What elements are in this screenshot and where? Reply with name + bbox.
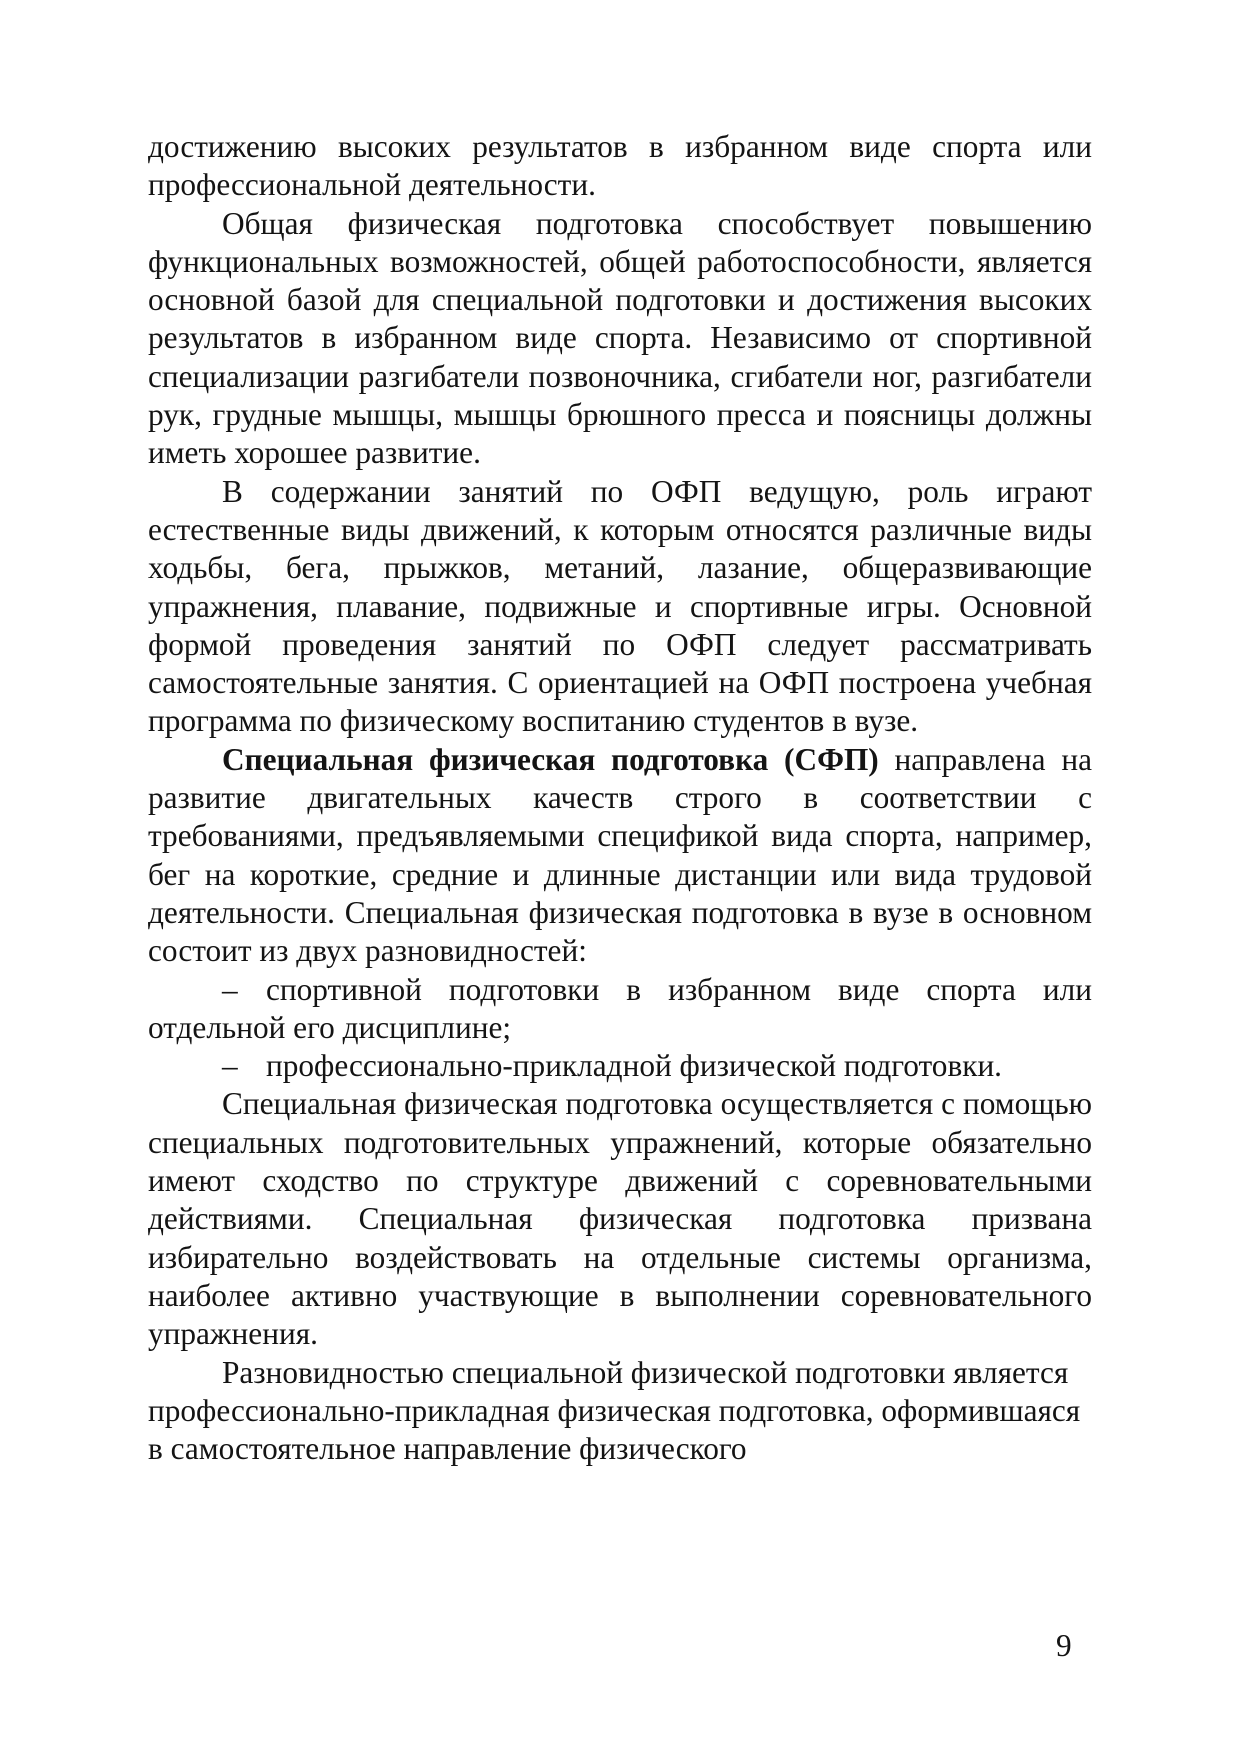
paragraph-special-training-text: направлена на развитие двигательных качеств строго в соответствии с требованиями, предъявляемыми спецификой вида спорта, например, бег на короткие, средние и длинные дистанции или вида трудовой деятельности. Специальная физическая подготовка в вузе в основном состоит из двух разновидностей: — [148, 741, 1092, 969]
page-number: 9 — [1056, 1628, 1072, 1663]
paragraph-special-exercises: Специальная физическая подготовка осуществляется с помощью специальных подготовительных упражнений, которые обязательно имеют сходство по структуре движений с соревновательными действиями. Специальная физическая подготовка призвана избирательно воздействовать на отдельные системы организма, наиболее активно участвующие в выполнении соревновательного упражнения. — [148, 1086, 1092, 1352]
dash-marker: – — [222, 971, 238, 1007]
paragraph-general-training: Общая физическая подготовка способствует повышению функциональных возможностей, общей работоспособности, является основной базой для специальной подготовки и достижения высоких результатов в избранном виде спорта. Независимо от спортивной специализации разгибатели позвоночника, сгибатели ног, разгибатели рук, грудные мышцы, мышцы брюшного пресса и поясницы должны иметь хорошее развитие. — [148, 205, 1092, 471]
list-item-text: спортивной подготовки в избранном виде спорта или отдельной его дисциплине; — [148, 971, 1092, 1045]
list-item — [148, 1047, 1092, 1085]
paragraph-applied-training: Разновидностью специальной физической подготовки является профессионально-прикладная физическая подготовка, оформившаяся в самостоятельное направление физического — [148, 1354, 1081, 1467]
dash-marker: – — [222, 1048, 238, 1084]
document-page — [148, 128, 1092, 1468]
list-item — [148, 971, 1092, 1048]
paragraph-ofp-content: В содержании занятий по ОФП ведущую, роль играют естественные виды движений, к которым относятся различные виды ходьбы, бега, прыжков, метаний, лазание, общеразвивающие упражнения, плавание, подвижные и спортивные игры. Основной формой проведения занятий по ОФП следует рассматривать самостоятельные занятия. С ориентацией на ОФП построена учебная программа по физическому воспитанию студентов в вузе. — [148, 473, 1092, 739]
paragraph-continuation: достижению высоких результатов в избранном виде спорта или профессиональной деятельности. — [148, 129, 1092, 203]
list-item-text: профессионально-прикладной физической подготовки. — [266, 1048, 1003, 1084]
paragraph-special-training — [148, 741, 1092, 971]
term-sfp: Специальная физическая подготовка (СФП) — [222, 741, 879, 777]
